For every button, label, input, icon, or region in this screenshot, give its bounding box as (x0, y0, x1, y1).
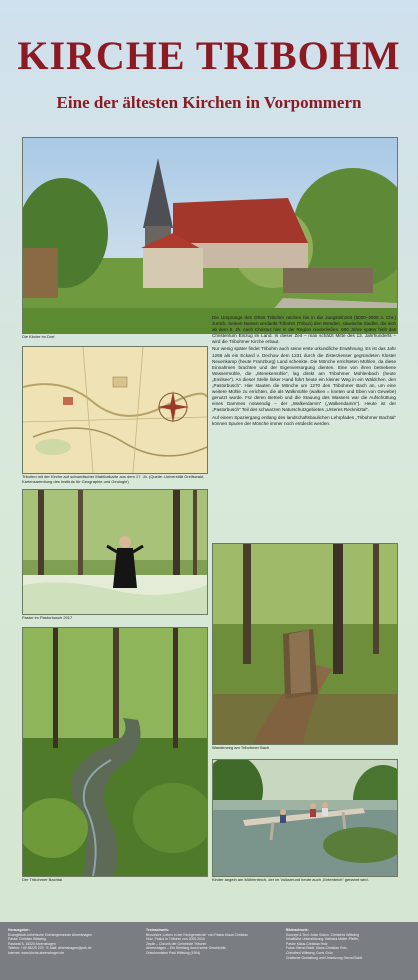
pastor-photo (22, 489, 208, 615)
publisher-line: Evangelisch-lutherische Kirchengemeinde Ahrenshagen (8, 932, 93, 937)
image-credits-line: Christfred Wittwing, Doris Grün (286, 950, 333, 955)
text-credits-line: Ortschronisten Paul Wittwing (1994) (146, 950, 201, 955)
text-credits (146, 928, 274, 956)
footer-credits (0, 922, 418, 980)
text-credits-line: Broschüre „Leben in der Kirchgemeinde“ von Pastor Klaus Christian (146, 932, 248, 937)
history-paragraph-2: Nur wenig später findet Tribohm auch seine erste urkundliche Erwähnung. Es ist das Jahr 1268 als ein Eckard v. Dechow dem 1231 durch die Zisterzienser gegründeten Kloster Neuenkamp (heute Franzburg) Land schenkte. Die Mönche errichteten Mühlen, da diese Einnahmen brachten und der Eigenversorgung dienten. Eine von ihren betriebene Wassermühle, die „Monekemühle“, lag direkt am Tribohmer Mühlenbach (heute „Emilsee“). An dieser Stelle linker Hand führt heute ein kleiner Weg in ein Wäldchen, den „Pastorbusch“. Hier stauten die Mönche um 1270 den Tribohmer Bach an, um eine weitere Mühle zu errichten, die als Walkmühle (walken = kneten und Eben von Gewebe) genutzt wurde. Für deren Betrieb und die Stauung des Wassers war die Aufschüttung eines Dammes notwendig – der „Walkerdamm“ („Walkendamm“). Heute ist der „Pastorbusch“ Teil des schwarzen Naturschutzgebietes „Unteres Recknitztal“. (212, 346, 396, 413)
image-credits-line: Pastor Klaus-Christian Holz (286, 941, 328, 946)
text-credits-line: Zeplin – Chronik der Gemeinde Tribohm (146, 941, 207, 946)
woods-caption: Wanderweg am Tribohmer Bach (212, 745, 270, 750)
image-credits (286, 928, 412, 960)
history-paragraph-3: Auf einem Spaziergang entlang des landschaftsbaulichen Lehrpfades „Tribohmer Bachtal“ können Spuren der Mönche immer noch entdeckt werden. (212, 414, 396, 426)
stream-valley-photo (22, 627, 208, 877)
image-credits-line: Grafische Gestaltung und Umsetzung: Bernd Boldt (286, 955, 363, 960)
image-credits-line: Konzept & Text: Anke Sobzo, Christfred Wittwing (286, 932, 360, 937)
publisher-credits (8, 928, 133, 956)
stream-caption: Der Tribohmer Bachtal (22, 877, 63, 882)
image-credits-line: Inhaltliche Unterstützung: Barbara Müller-Pfeifer, (286, 937, 360, 942)
text-credits-line: Holz, Pastor in Tribohm von 2000-2015 (146, 937, 205, 942)
poster-title: KIRCHE TRIBOHM (17, 33, 401, 78)
history-paragraph-1: Die Ursprünge des Ortes Tribohm reichen bis in die Jungsteinzeit (5000–2000 v. Chr.) zurück. Seinen Namen verdankt Tribohm (Tribun) den Wenden, slawische Siedler, die sich ab dem 6. Jh. nach Christus hier in der Region niederließen. 600 Jahre später hielt das Christentum Einzug im Land. In dieser Zeit – man schätzt Mitte des 13. Jahrhunderts – wird die Tribohmer Kirche erbaut. (212, 315, 396, 345)
woods-path-photo (212, 543, 398, 745)
text-credits-line: Ahrenshagen – Ein Streifzug durch seine Geschichte, (146, 946, 227, 951)
lake-children-photo (212, 759, 398, 877)
image-credits-line: Fotos: Bernd Boldt, Klaus-Christian Holz, (286, 946, 348, 951)
village-church-photo (22, 137, 398, 334)
publisher-line: Pastorat 5, 18320 Ahrenshagen (8, 941, 56, 946)
history-text (212, 315, 396, 428)
poster-subtitle: Eine der ältesten Kirchen in Vorpommern (56, 93, 362, 112)
text-credits-heading: Textnachweis: (146, 928, 170, 932)
map-caption: Tribohm mit der Kirche auf schwedischer Matrikelkarte aus dem 17. Jh. (Quelle: Universität Greifswald, Kartensammlung des Instituts für Geographie und Geologie) (22, 474, 205, 484)
historic-map-image (22, 346, 208, 474)
pastor-caption: Pastor im Pastorbusch 2017 (22, 615, 73, 620)
publisher-line: Internet: www.kirche-ahrenshagen.de (8, 950, 65, 955)
lake-caption: Kinder angeln am Mühlenteich, der im Volksmund heute auch „Ententeich“ genannt wird. (212, 877, 369, 882)
village-caption: Die Kirche im Dorf (22, 334, 55, 339)
publisher-heading: Herausgeber: (8, 928, 30, 932)
publisher-line: Telefon: +49 38225 229 · E-Mail: ahrenshagen@pek.de (8, 946, 92, 951)
image-credits-heading: Bildnachweis: (286, 928, 309, 932)
publisher-line: Pastor Christian Wittwing (8, 937, 46, 942)
